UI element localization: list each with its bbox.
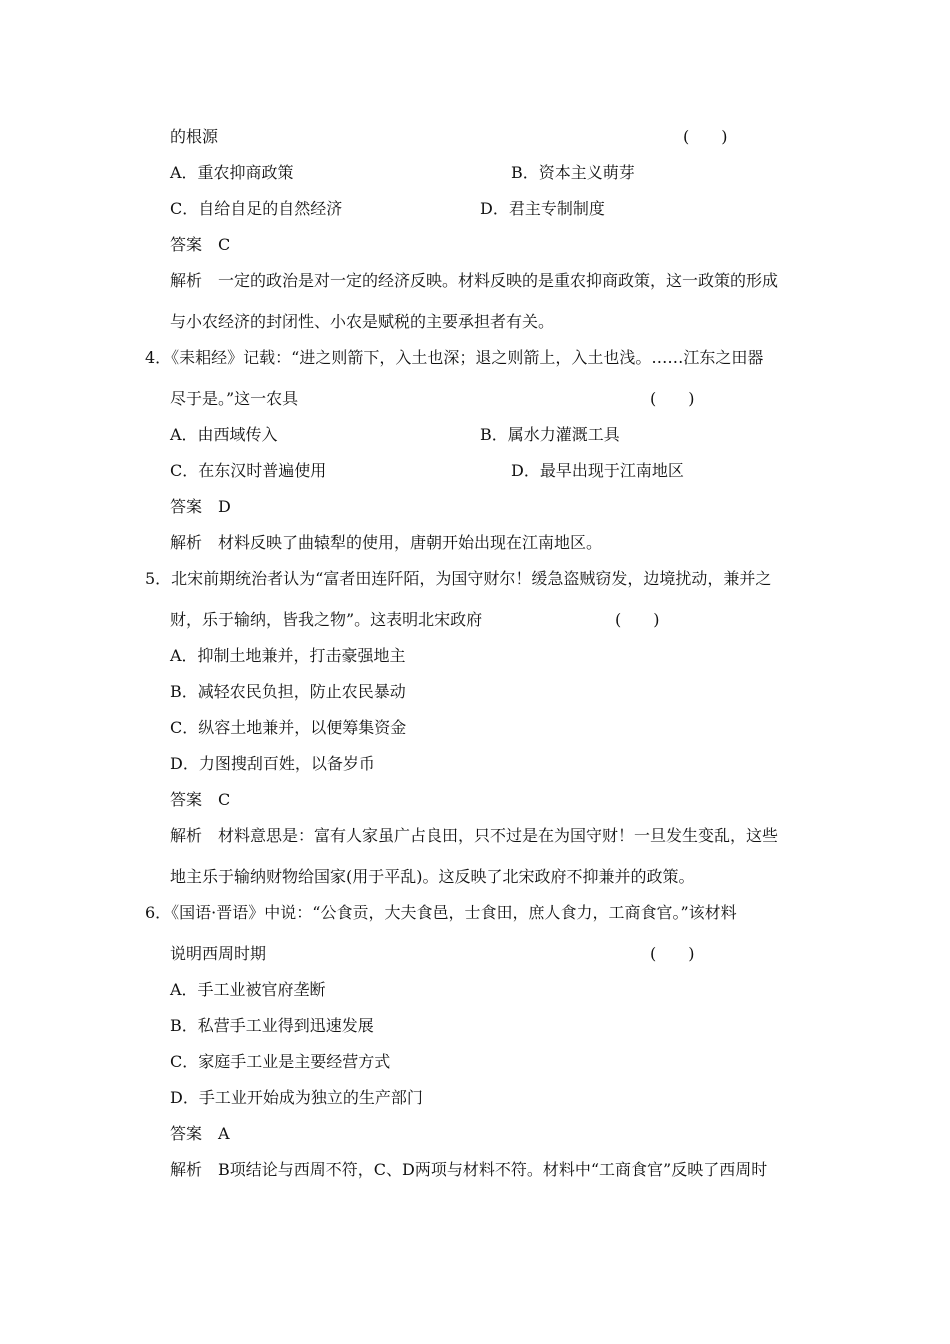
q6-option-c: C．家庭手工业是主要经营方式 bbox=[170, 1052, 391, 1071]
q4-option-a: A．由西域传入 bbox=[170, 425, 278, 444]
q4-analysis-line-1: 解析 材料反映了曲辕犁的使用，唐朝开始出现在江南地区。 bbox=[170, 533, 603, 552]
q3-answer-bracket: ( ) bbox=[683, 127, 728, 146]
q3-analysis-line-2: 与小农经济的封闭性、小农是赋税的主要承担者有关。 bbox=[170, 312, 555, 331]
q3-option-b: B．资本主义萌芽 bbox=[511, 163, 635, 182]
q6-analysis-line-1: 解析 B项结论与西周不符，C、D两项与材料不符。材料中“工商食官”反映了西周时 bbox=[170, 1160, 768, 1179]
q5-answer: 答案 C bbox=[170, 790, 231, 809]
q3-stem-end: 的根源 bbox=[170, 127, 219, 146]
q5-option-c: C．纵容土地兼并，以便筹集资金 bbox=[170, 718, 407, 737]
q4-answer-bracket: ( ) bbox=[650, 389, 695, 408]
q5-stem-line-1: 5．北宋前期统治者认为“富者田连阡陌，为国守财尔！缓急盗贼窃发，边境扰动，兼并之 bbox=[145, 569, 772, 588]
q5-option-a: A．抑制土地兼并，打击豪强地主 bbox=[170, 646, 406, 665]
q6-option-a: A．手工业被官府垄断 bbox=[170, 980, 326, 999]
q4-option-b: B．属水力灌溉工具 bbox=[480, 425, 620, 444]
q3-option-d: D．君主专制制度 bbox=[480, 199, 605, 218]
q4-answer: 答案 D bbox=[170, 497, 231, 516]
q4-option-d: D．最早出现于江南地区 bbox=[511, 461, 684, 480]
q5-option-b: B．减轻农民负担，防止农民暴动 bbox=[170, 682, 406, 701]
q4-stem-line-1: 4．《耒耜经》记载：“进之则箭下，入土也深；退之则箭上，入土也浅。……江东之田器 bbox=[145, 348, 764, 367]
q6-answer-bracket: ( ) bbox=[650, 944, 695, 963]
q3-option-a: A．重农抑商政策 bbox=[170, 163, 294, 182]
q6-option-b: B．私营手工业得到迅速发展 bbox=[170, 1016, 374, 1035]
q5-option-d: D．力图搜刮百姓，以备岁币 bbox=[170, 754, 375, 773]
q5-stem-line-2: 财，乐于输纳，皆我之物”。这表明北宋政府 bbox=[170, 610, 483, 629]
q6-answer: 答案 A bbox=[170, 1124, 230, 1143]
q4-stem-line-2: 尽于是。”这一农具 bbox=[170, 389, 299, 408]
q5-answer-bracket: ( ) bbox=[615, 610, 660, 629]
q6-stem-line-2: 说明西周时期 bbox=[170, 944, 267, 963]
q6-stem-line-1: 6．《国语·晋语》中说：“公食贡，大夫食邑，士食田，庶人食力，工商食官。”该材料 bbox=[145, 903, 737, 922]
q5-analysis-line-1: 解析 材料意思是：富有人家虽广占良田，只不过是在为国守财！一旦发生变乱，这些 bbox=[170, 826, 779, 845]
q5-analysis-line-2: 地主乐于输纳财物给国家(用于平乱)。这反映了北宋政府不抑兼并的政策。 bbox=[170, 867, 695, 886]
q3-analysis-line-1: 解析 一定的政治是对一定的经济反映。材料反映的是重农抑商政策，这一政策的形成 bbox=[170, 271, 779, 290]
q3-answer: 答案 C bbox=[170, 235, 231, 254]
q4-option-c: C．在东汉时普遍使用 bbox=[170, 461, 327, 480]
q6-option-d: D．手工业开始成为独立的生产部门 bbox=[170, 1088, 423, 1107]
q3-option-c: C．自给自足的自然经济 bbox=[170, 199, 343, 218]
